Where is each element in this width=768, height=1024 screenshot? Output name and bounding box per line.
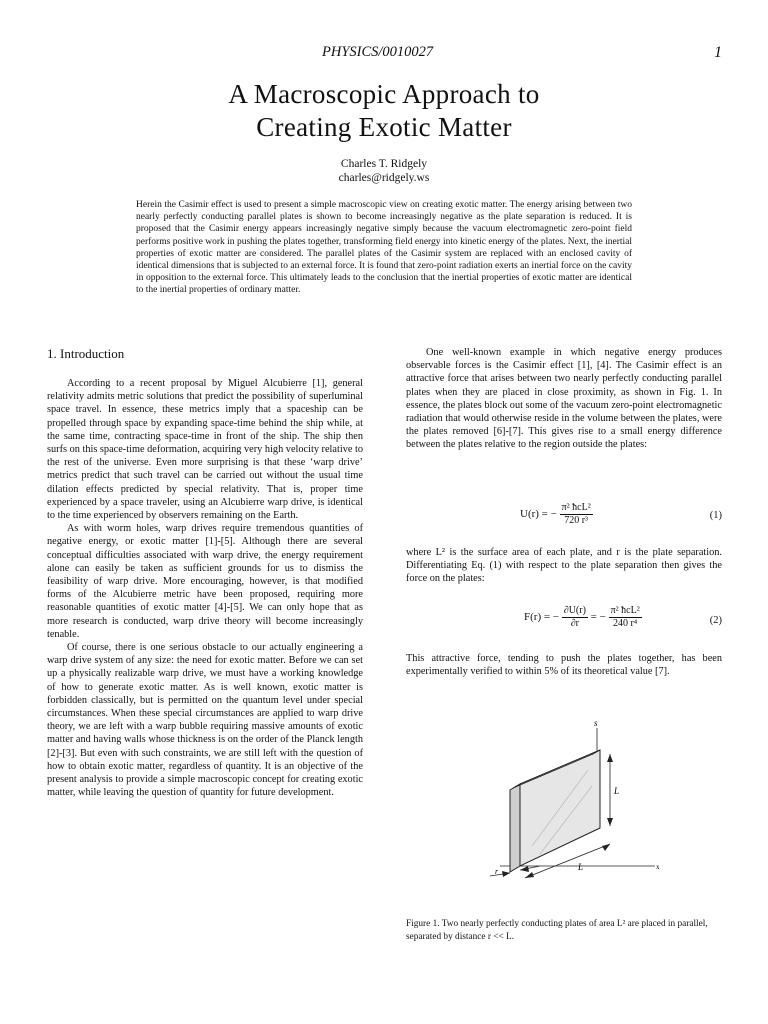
section-heading: 1. Introduction [47, 346, 125, 361]
running-header: PHYSICS/0010027 [322, 44, 434, 60]
gap-arrowhead-right [520, 866, 529, 872]
width-arrow-left [525, 872, 534, 878]
eq2-fraction-2 [609, 605, 642, 630]
eq2-lhs: F(r) = − [524, 611, 560, 624]
title-line-1: A Macroscopic Approach to [228, 79, 540, 109]
eq1-lhs: U(r) = − [520, 508, 557, 521]
paper-title [0, 78, 768, 144]
paragraph: According to a recent proposal by Miguel Alcubierre [1], general relativity admits metric solutions that predict the possibility of superluminal space travel. In essence, these metrics imply that a spaceship can be propelled through space by expanding space-time behind the ship while, at the same time, contracting space-time in front of the ship. The ship then surfs on this space-time deformation, acquiring very high velocity relative to the rest of the universe. Even more surprising is that these ‘warp drive’ metrics predict that such travel can be carried out without the usual time dilation effects predicted by special relativity. That is, proper time experienced by a space traveler, using an Alcubierre warp drive, is identical to the time experienced by observers remaining on the Earth. [47, 378, 363, 522]
height-label: L [614, 786, 620, 796]
paragraph: Of course, there is one serious obstacle to our actually engineering a warp drive system of any size: the need for exotic matter. Before we can set up a physically realizable warp drive, we must have a working knowledge of how to generate exotic matter. As is well known, exotic matter is forbidden classically, but is permitted on the quantum level under special circumstances. When these special circumstances are applied to warp drive theory, we are left with a warp bubble requiring massive amounts of exotic matter and having walls whose thickness is on the order of the Planck length [2]-[3]. But even with such constraints, we are still left with the question of how to obtain exotic matter, regardless of quantity. It is an objective of the present analysis to provide a simple macroscopic concept for creating exotic matter, while leaving the question of quantity for future development. [47, 642, 363, 799]
equation-2 [406, 603, 722, 639]
title-line-2: Creating Exotic Matter [256, 112, 512, 142]
width-arrow-right [602, 844, 610, 851]
eq2-denominator-1: ∂r [570, 618, 579, 629]
equation-1 [406, 498, 722, 534]
eq2-mid: = − [590, 611, 606, 624]
right-column-paragraph-3 [406, 652, 722, 678]
eq2-fraction-1 [562, 605, 588, 630]
x-axis-label: x [656, 863, 660, 871]
eq2-number: (2) [709, 615, 722, 626]
right-column-paragraph-2 [406, 546, 722, 586]
abstract: Herein the Casimir effect is used to present a simple macroscopic view on creating exotic matter. The energy arising between two nearly perfectly conducting parallel plates is shown to become increasingly negative as the plate separation is reduced. It is proposed that the Casimir energy appears increasingly negative simply because the vacuum electromagnetic zero-point field performs positive work in pushing the plates together, transforming field energy into kinetic energy of the plates. Next, the inertial properties of exotic matter are considered. The parallel plates of the Casimir system are replaced with an enclosed cavity of identical dimensions that is subjected to an external force. It is found that zero-point radiation exerts an inertial force on the cavity in opposition to the external force. This ultimately leads to the conclusion that the inertial properties of exotic matter are identical to the inertial properties of ordinary matter. [136, 200, 632, 296]
paragraph: where L² is the surface area of each plate, and r is the plate separation. Differentiating Eq. (1) with respect to the plate separation then gives the force on the plates: [406, 547, 722, 585]
plate-left [510, 784, 520, 872]
eq1-numerator: π² ħcL² [561, 502, 591, 513]
figure-1-casimir-plates [440, 716, 680, 896]
eq1-fraction [560, 502, 593, 527]
paragraph: This attractive force, tending to push the plates together, has been experimentally verified to within 5% of its theoretical value [7]. [406, 653, 722, 678]
s-axis-label: s [594, 718, 598, 728]
gap-label: r [495, 867, 499, 876]
eq1-number: (1) [709, 510, 722, 521]
eq2-numerator-1: ∂U(r) [563, 605, 586, 616]
author-email[interactable]: charles@ridgely.ws [338, 172, 430, 184]
height-arrow-top [607, 754, 613, 762]
right-column-paragraph-1 [406, 346, 722, 452]
author-block [0, 157, 768, 185]
figure-caption: Figure 1. Two nearly perfectly conducting plates of area L² are placed in parallel, separated by distance r << L. [406, 919, 708, 942]
width-label: L [578, 862, 584, 872]
eq1-denominator: 720 r³ [564, 515, 589, 526]
eq2-numerator-2: π² ħcL² [610, 605, 640, 616]
height-arrow-bottom [607, 818, 613, 826]
page-number: 1 [714, 44, 722, 61]
author-name: Charles T. Ridgely [340, 158, 428, 170]
paragraph: One well-known example in which negative energy produces observable forces is the Casimir effect [1], [4]. The Casimir effect is an attractive force that arises between two nearly perfectly conducting parallel plates when they are placed in close proximity, as shown in Fig. 1. In essence, the plates block out some of the vacuum zero-point electromagnetic radiation that would otherwise reside in the volume between the plates, were the plates removed [6]-[7]. This gives rise to a small energy difference between the plates relative to the region outside the plates: [406, 347, 722, 451]
left-column [47, 377, 363, 800]
eq2-denominator-2: 240 r⁴ [612, 618, 638, 629]
paragraph: As with worm holes, warp drives require tremendous quantities of negative energy, or exotic matter [1]-[5]. Although there are several conceptual difficulties associated with warp drive, the energy requirement alone can easily be taken as sufficient grounds for us to dismiss the feasibility of warp drive. More encouraging, however, is that modified forms of the Alcubierre metric have been proposed, requiring more reasonable quantities of exotic matter [4]-[5]. We can only hope that as more research is conducted, warp drive theory will become increasingly tenable. [47, 523, 363, 640]
gap-arrowhead-left [502, 871, 510, 877]
